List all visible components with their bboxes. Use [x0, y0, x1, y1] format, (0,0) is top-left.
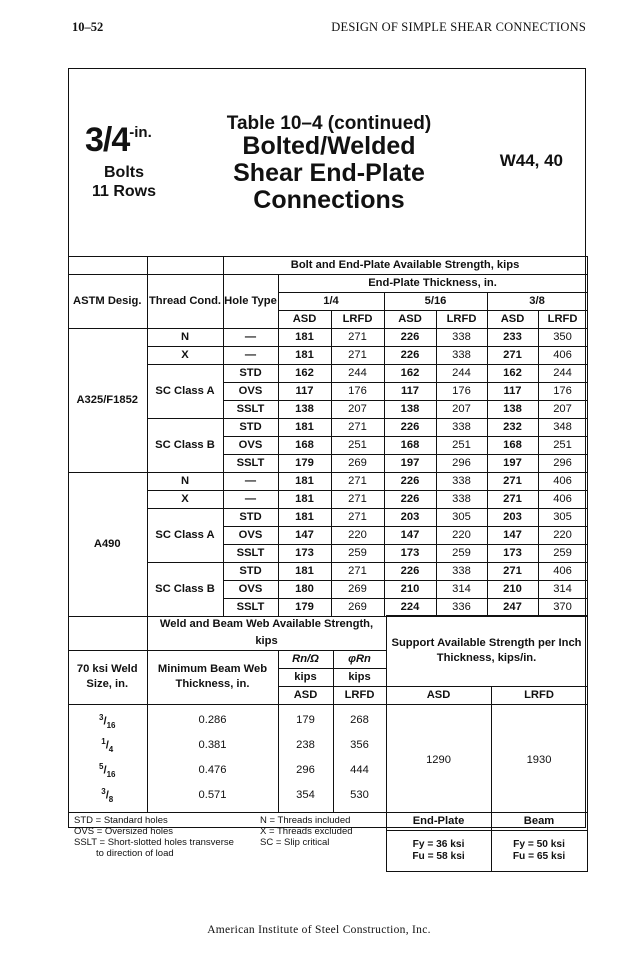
strength-value: 226: [384, 347, 436, 365]
strength-value: 207: [436, 401, 487, 419]
strength-value: 338: [436, 347, 487, 365]
title-block: [69, 69, 585, 257]
end-plate-props: Fy = 36 ksi Fu = 58 ksi: [386, 831, 491, 872]
table-row: [68, 473, 587, 491]
col-web-thickness: Minimum Beam Web Thickness, in.: [147, 650, 278, 704]
thread-condition: X: [147, 491, 223, 509]
phi-rn-label: φRn: [333, 650, 386, 668]
strength-value: 259: [538, 545, 587, 563]
page-number: 10–52: [72, 20, 104, 34]
strength-value: 147: [487, 527, 538, 545]
strength-value: 162: [278, 365, 331, 383]
support-lrfd-header: LRFD: [491, 686, 587, 704]
strength-value: 296: [436, 455, 487, 473]
strength-value: 117: [384, 383, 436, 401]
strength-value: 117: [278, 383, 331, 401]
strength-value: 179: [278, 455, 331, 473]
strength-value: 173: [487, 545, 538, 563]
strength-value: 406: [538, 473, 587, 491]
weld-size: $^5/_{16}$: [68, 758, 147, 783]
weld-asd: 354: [278, 783, 333, 812]
kips-lrfd: kips: [333, 668, 386, 686]
strength-value: 271: [331, 491, 384, 509]
strength-value: 296: [538, 455, 587, 473]
strength-value: 406: [538, 563, 587, 581]
strength-value: 176: [538, 383, 587, 401]
strength-value: 271: [331, 347, 384, 365]
bolt-strength-table: [68, 256, 588, 617]
web-thickness: 0.381: [147, 733, 278, 758]
strength-value: 370: [538, 599, 587, 617]
hole-type: SSLT: [223, 455, 278, 473]
table-title: Bolted/Welded Shear End-Plate Connections: [233, 132, 425, 214]
notes-right: N = Threads included X = Threads excluded SC = Slip critical: [260, 815, 353, 849]
beam-label: Beam: [491, 813, 587, 831]
strength-value: 226: [384, 491, 436, 509]
strength-value: 181: [278, 491, 331, 509]
hole-type: STD: [223, 563, 278, 581]
hole-type: STD: [223, 419, 278, 437]
strength-value: 210: [487, 581, 538, 599]
weld-size: $^3/_8$: [68, 783, 147, 812]
strength-value: 179: [278, 599, 331, 617]
strength-value: 338: [436, 329, 487, 347]
web-thickness: 0.286: [147, 704, 278, 733]
strength-value: 226: [384, 419, 436, 437]
beam-props: Fy = 50 ksi Fu = 65 ksi: [491, 831, 587, 872]
strength-value: 314: [436, 581, 487, 599]
strength-value: 251: [436, 437, 487, 455]
page-footer: American Institute of Steel Construction, Inc.: [207, 924, 431, 936]
thread-condition: SC Class A: [147, 509, 223, 563]
strength-value: 181: [278, 563, 331, 581]
weld-lrfd: 444: [333, 758, 386, 783]
weld-lrfd-header: LRFD: [333, 686, 386, 704]
strength-value: 147: [278, 527, 331, 545]
strength-value: 232: [487, 419, 538, 437]
strength-value: 271: [487, 347, 538, 365]
strength-value: 117: [487, 383, 538, 401]
strength-value: 180: [278, 581, 331, 599]
asd-header: ASD: [384, 311, 436, 329]
strength-value: 244: [436, 365, 487, 383]
lrfd-header: LRFD: [331, 311, 384, 329]
strength-value: 138: [384, 401, 436, 419]
strength-value: 338: [436, 491, 487, 509]
strength-value: 247: [487, 599, 538, 617]
support-header: Support Available Strength per Inch Thickness, kips/in.: [386, 616, 587, 687]
support-lrfd: 1930: [491, 704, 587, 813]
strength-value: 271: [331, 419, 384, 437]
support-asd-header: ASD: [386, 686, 491, 704]
thread-condition: X: [147, 347, 223, 365]
bolt-table-caption: Bolt and End-Plate Available Strength, kips: [223, 257, 587, 275]
strength-value: 271: [331, 473, 384, 491]
strength-value: 305: [436, 509, 487, 527]
strength-value: 406: [538, 347, 587, 365]
strength-value: 251: [331, 437, 384, 455]
weld-asd-header: ASD: [278, 686, 333, 704]
strength-value: 271: [487, 473, 538, 491]
thread-condition: SC Class A: [147, 365, 223, 419]
notes-left: STD = Standard holes OVS = Oversized holes SSLT = Short-slotted holes transverse to direction of load: [74, 815, 234, 860]
col-thread: Thread Cond.: [147, 275, 223, 329]
strength-value: 138: [278, 401, 331, 419]
strength-value: 173: [384, 545, 436, 563]
strength-value: 226: [384, 329, 436, 347]
strength-value: 220: [436, 527, 487, 545]
rn-omega-label: Rn/Ω: [278, 650, 333, 668]
strength-value: 207: [538, 401, 587, 419]
strength-value: 197: [487, 455, 538, 473]
hole-type: —: [223, 473, 278, 491]
strength-value: 181: [278, 509, 331, 527]
strength-value: 220: [331, 527, 384, 545]
strength-value: 168: [384, 437, 436, 455]
strength-value: 269: [331, 455, 384, 473]
weld-size: $^3/_{16}$: [68, 704, 147, 733]
strength-value: 259: [331, 545, 384, 563]
hole-type: —: [223, 329, 278, 347]
bolt-size: $3/4^{-in.}$: [85, 121, 152, 159]
strength-value: 336: [436, 599, 487, 617]
strength-value: 203: [384, 509, 436, 527]
strength-value: 197: [384, 455, 436, 473]
strength-value: 244: [331, 365, 384, 383]
strength-value: 338: [436, 563, 487, 581]
lrfd-header: LRFD: [538, 311, 587, 329]
strength-value: 269: [331, 581, 384, 599]
strength-value: 271: [487, 563, 538, 581]
strength-value: 338: [436, 473, 487, 491]
weld-lrfd: 268: [333, 704, 386, 733]
strength-value: 220: [538, 527, 587, 545]
hole-type: OVS: [223, 527, 278, 545]
strength-value: 162: [384, 365, 436, 383]
strength-value: 338: [436, 419, 487, 437]
strength-value: 406: [538, 491, 587, 509]
strength-value: 350: [538, 329, 587, 347]
hole-type: OVS: [223, 581, 278, 599]
table-number: Table 10–4 (continued): [226, 113, 432, 134]
strength-value: 226: [384, 473, 436, 491]
hole-type: STD: [223, 365, 278, 383]
strength-value: 271: [331, 329, 384, 347]
hole-type: OVS: [223, 383, 278, 401]
strength-value: 207: [331, 401, 384, 419]
thread-condition: SC Class B: [147, 419, 223, 473]
strength-value: 176: [331, 383, 384, 401]
hole-type: STD: [223, 509, 278, 527]
strength-value: 181: [278, 329, 331, 347]
hole-type: —: [223, 491, 278, 509]
hole-type: OVS: [223, 437, 278, 455]
strength-value: 168: [278, 437, 331, 455]
hole-type: SSLT: [223, 545, 278, 563]
thickness-header: End-Plate Thickness, in.: [278, 275, 587, 293]
lrfd-header: LRFD: [436, 311, 487, 329]
strength-value: 181: [278, 347, 331, 365]
thread-condition: SC Class B: [147, 563, 223, 617]
asd-header: ASD: [487, 311, 538, 329]
beam-shape: W44, 40: [499, 151, 563, 170]
strength-value: 271: [487, 491, 538, 509]
strength-value: 173: [278, 545, 331, 563]
astm-designation: A325/F1852: [68, 329, 147, 473]
weld-size: $^1/_4$: [68, 733, 147, 758]
weld-table-caption: Weld and Beam Web Available Strength, kips: [147, 616, 386, 651]
strength-value: 162: [487, 365, 538, 383]
thickness-2: 5/16: [384, 293, 487, 311]
notes-cell: [68, 813, 386, 872]
thickness-3: 3/8: [487, 293, 587, 311]
strength-value: 251: [538, 437, 587, 455]
astm-designation: A490: [68, 473, 147, 617]
weld-asd: 179: [278, 704, 333, 733]
strength-value: 181: [278, 419, 331, 437]
strength-value: 210: [384, 581, 436, 599]
asd-header: ASD: [278, 311, 331, 329]
col-hole: Hole Type: [223, 275, 278, 329]
weld-asd: 238: [278, 733, 333, 758]
strength-value: 203: [487, 509, 538, 527]
strength-value: 305: [538, 509, 587, 527]
strength-value: 168: [487, 437, 538, 455]
strength-value: 176: [436, 383, 487, 401]
table-row: [68, 329, 587, 347]
strength-value: 259: [436, 545, 487, 563]
thread-condition: N: [147, 473, 223, 491]
strength-value: 271: [331, 509, 384, 527]
weld-lrfd: 530: [333, 783, 386, 812]
strength-value: 147: [384, 527, 436, 545]
strength-value: 226: [384, 563, 436, 581]
weld-asd: 296: [278, 758, 333, 783]
col-weld-size: 70 ksi Weld Size, in.: [68, 650, 147, 704]
weld-row: [68, 704, 587, 733]
weld-strength-table: [68, 615, 588, 872]
strength-value: 224: [384, 599, 436, 617]
strength-value: 233: [487, 329, 538, 347]
thickness-1: 1/4: [278, 293, 384, 311]
strength-value: 314: [538, 581, 587, 599]
table-frame: [68, 68, 586, 863]
hole-type: —: [223, 347, 278, 365]
web-thickness: 0.476: [147, 758, 278, 783]
hole-type: SSLT: [223, 401, 278, 419]
running-head: DESIGN OF SIMPLE SHEAR CONNECTIONS: [331, 20, 586, 34]
strength-value: 138: [487, 401, 538, 419]
col-astm: ASTM Desig.: [68, 275, 147, 329]
strength-value: 348: [538, 419, 587, 437]
weld-lrfd: 356: [333, 733, 386, 758]
bolt-rows: Bolts 11 Rows: [91, 164, 157, 200]
strength-value: 244: [538, 365, 587, 383]
support-asd: 1290: [386, 704, 491, 813]
end-plate-label: End-Plate: [386, 813, 491, 831]
strength-value: 181: [278, 473, 331, 491]
kips-asd: kips: [278, 668, 333, 686]
web-thickness: 0.571: [147, 783, 278, 812]
strength-value: 271: [331, 563, 384, 581]
strength-value: 269: [331, 599, 384, 617]
thread-condition: N: [147, 329, 223, 347]
hole-type: SSLT: [223, 599, 278, 617]
